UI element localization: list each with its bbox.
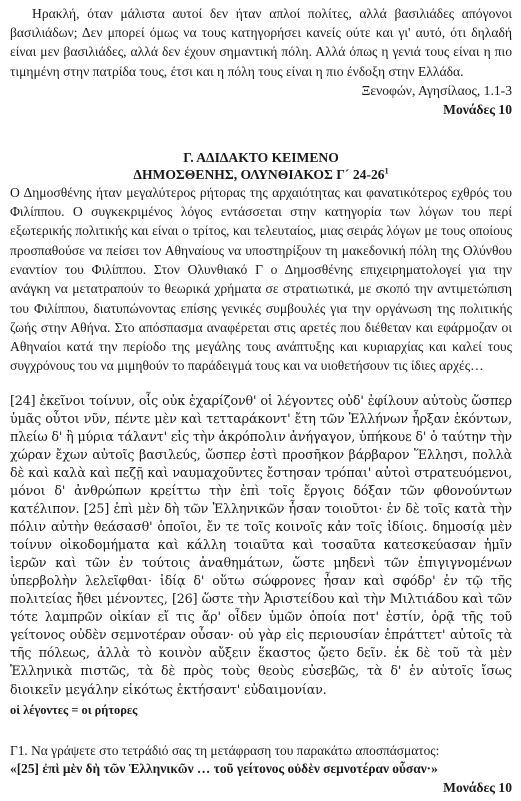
- question-marks: Μονάδες 10: [443, 779, 512, 795]
- section-title: Γ. ΑΔΙΔΑΚΤΟ ΚΕΙΜΕΝΟ: [183, 149, 339, 165]
- intro-paragraph: Ο Δημοσθένης ήταν μεγαλύτερος ρήτορας της αρχαιότητας και φανατικότερος εχθρός του Φιλίππου. Ο συγκεκριμένος λόγος εντάσσεται στην κατηγορία των λόγων του περί εξωτερικής πολιτικής και είναι ο τρίτος, και τελευταίος, μιας σειράς λόγων με τους οποίους προσπαθούσε να πείσει τον Αθηναίους να υποστηρίξουν τη μακεδονική πόλη της Ολύνθου εναντίον του Φιλίππου. Στον Ολυνθιακό Γ ο Δημοσθένης επιχειρηματολογεί για την ανάγκη να μετατραπούν το θεωρικά χρήματα σε στρατιωτικά, με σκοπό την αντιμετώπιση του Φιλίππου, διατυπώνοντας επίσης γενικές συμβουλές για την οργάνωση της πολιτικής ζωής στην Αθήνα. Στο απόσπασμα αναφέρεται στις αρετές που διέθεταν και εφάρμοζαν οι Αθηναίοι κατά την περίοδο της μεγάλης τους ανάπτυξης και κυριαρχίας και καλεί τους συγχρόνους του να μιμηθούν το παράδειγμά τους και να υιοθετήσουν τις ίδιες αρχές…: [10, 184, 512, 374]
- footnote-marker: 1: [384, 166, 389, 176]
- question-excerpt: «[25] ἐπὶ μὲν δὴ τῶν Ἑλληνικῶν … τοῦ γείτονος οὐδὲν σεμνοτέραν οὖσαν·»: [10, 760, 438, 776]
- question-instruction: Γ1. Να γράψετε στο τετράδιό σας τη μετάφραση του παρακάτω αποσπάσματος:: [10, 742, 440, 758]
- ancient-text: [24] ἐκεῖνοι τοίνυν, οἷς οὐκ ἐχαρίζονθ' οἱ λέγοντες οὐδ' ἐφίλουν αὐτοὺς ὥσπερ ὑμᾶς οὗτοι νῦν, πέντε μὲν καὶ τετταράκοντ' ἔτη τῶν Ἑλλήνων ἦρξαν ἑκόντων, πλείω δ' ἢ μύρια τάλαντ' εἰς τὴν ἀκρόπολιν ἀνήγαγον, ὑπήκουε δ' ὁ ταύτην τὴν χώραν ἔχων αὐτοῖς βασιλεύς, ὥσπερ ἐστὶ προσῆκον βάρβαρον Ἕλλησι, πολλὰ δὲ καὶ καλὰ καὶ πεζῇ καὶ ναυμαχοῦντες ἔστησαν τρόπαι' αὐτοὶ στρατευόμενοι, μόνοι δ' ἀνθρώπων κρείττω τὴν ἐπὶ τοῖς ἔργοις δόξαν τῶν φθονούντων κατέλιπον. [25] ἐπὶ μὲν δὴ τῶν Ἑλληνικῶν ἦσαν τοιοῦτοι· ἐν δὲ τοῖς κατὰ τὴν πόλιν αὐτὴν θεάσασθ' ὁποῖοι, ἔν τε τοῖς κοινοῖς κἀν τοῖς ἰδίοις. δημοσίᾳ μὲν τοίνυν οἰκοδομήματα καὶ κάλλη τοιαῦτα καὶ τοσαῦτα κατεσκεύασαν ἡμῖν ἱερῶν καὶ τῶν ἐν τούτοις ἀναθημάτων, ὥστε μηδενὶ τῶν ἐπιγιγνομένων ὑπερβολὴν λελεῖφθαι· ἰδίᾳ δ' οὕτω σώφρονες ἦσαν καὶ σφόδρ' ἐν τῷ τῆς πολιτείας ἤθει μένοντες, [26] ὥστε τὴν Ἀριστείδου καὶ τὴν Μιλτιάδου καὶ τῶν τότε λαμπρῶν οἰκίαν εἴ τις ἄρ' οἶδεν ὑμῶν ὁποία ποτ' ἐστίν, ὁρᾷ τῆς τοῦ γείτονος οὐδὲν σεμνοτέραν οὖσαν· οὐ γὰρ εἰς περιουσίαν ἐπράττετ' αὐτοῖς τὰ τῆς πόλεως, ἀλλὰ τὸ κοινὸν αὔξειν ἕκαστος ᾤετο δεῖν. ἐκ δὲ τοῦ τὰ μὲν Ἑλληνικὰ πιστῶς, τὰ δὲ πρὸς τοὺς θεοὺς εὐσεβῶς, τὰ δ' ἐν αὑτοῖς ἴσως διοικεῖν μεγάλην εἰκότως ἐκτήσαντ' εὐδαιμονίαν.: [10, 392, 512, 697]
- intro-source: Ξενοφών, Αγησίλαος, 1.1-3: [361, 82, 512, 98]
- document-page: [10, 4, 512, 797]
- section-subtitle: [10, 166, 512, 183]
- gloss-note: οἱ λέγοντες = οι ρήτορες: [10, 702, 138, 717]
- section-subtitle-text: ΔΗΜΟΣΘΕΝΗΣ, ΟΛΥΝΘΙΑΚΟΣ Γ´ 24-26: [133, 166, 385, 182]
- intro-translation: Ηρακλή, όταν μάλιστα αυτοί δεν ήταν απλοί πολίτες, αλλά βασιλιάδες απόγονοι βασιλιάδων; Δεν μπορεί όμως να τους κατηγορήσει κανείς ούτε και γι' αυτό, ότι δηλαδή είναι μεν βασιλιάδες, αλλά δεν έχουν σημαντική πόλη. Αλλά όπως η γενιά τους είναι η πιο τιμημένη στην πατρίδα τους, έτσι και η πόλη τους είναι η πιο ένδοξη στην Ελλάδα.: [10, 6, 512, 79]
- question-g1: [10, 742, 512, 797]
- intro-marks: Μονάδες 10: [443, 101, 512, 117]
